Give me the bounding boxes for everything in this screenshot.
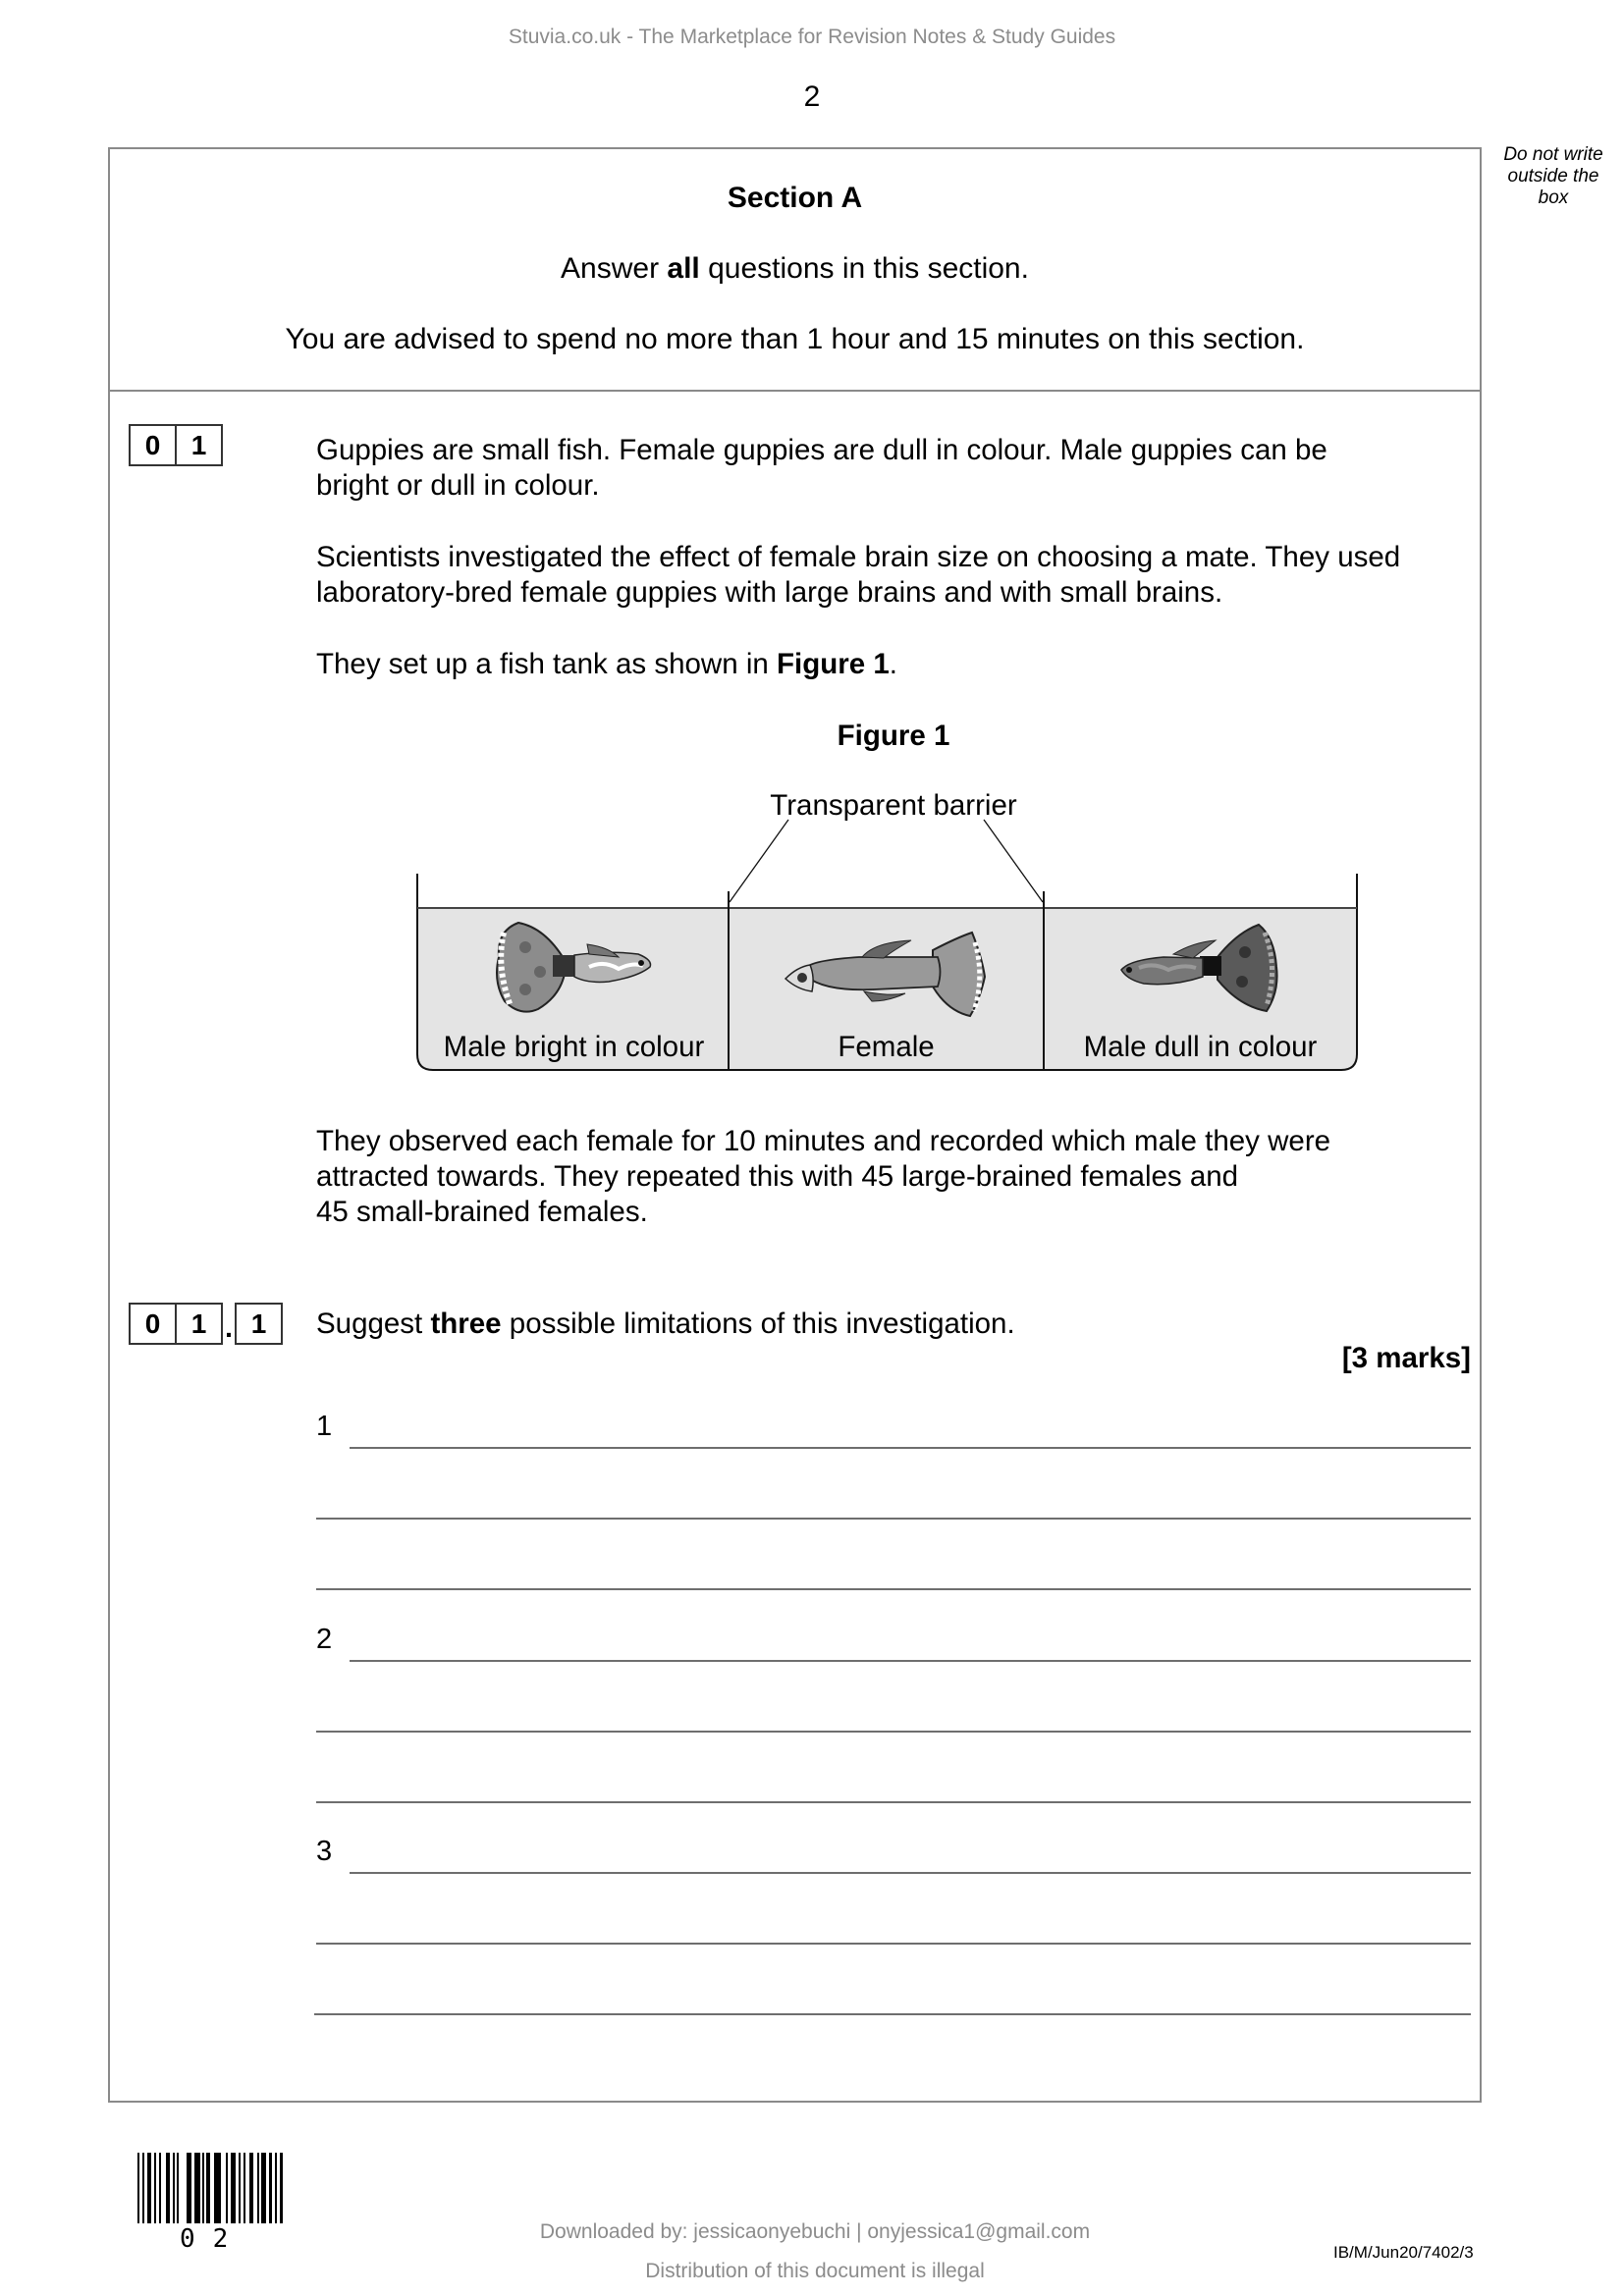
text-pre: They set up a fish tank as shown in [316,648,777,680]
barrier-label: Transparent barrier [770,789,1017,822]
question-digit: 0 [129,424,177,466]
text-line: attracted towards. They repeated this with 45 large-brained females and [316,1160,1239,1193]
subquestion-dot: . [225,1312,233,1343]
answer-number-3: 3 [316,1836,333,1867]
paper-reference: IB/M/Jun20/7402/3 [1333,2243,1474,2262]
text-line: laboratory-bred female guppies with large brains and with small brains. [316,576,1223,609]
section-advice: You are advised to spend no more than 1 hour and 15 minutes on this section. [285,323,1305,355]
text-line: Scientists investigated the effect of female brain size on choosing a mate. They used [316,541,1401,573]
instruction-bold: all [667,252,700,285]
barcode-label: 02 [180,2224,246,2254]
prompt-pre: Suggest [316,1308,431,1340]
figure-title: Figure 1 [837,720,950,752]
stuvia-watermark: Stuvia.co.uk - The Marketplace for Revision Notes & Study Guides [508,26,1116,48]
figure-ref: Figure 1 [776,648,890,680]
answer-line[interactable] [316,1943,1471,1945]
marks-label: [3 marks] [1341,1342,1471,1374]
answer-line[interactable] [316,1518,1471,1520]
text-post: . [889,648,897,680]
answer-line[interactable] [350,1872,1471,1874]
answer-line[interactable] [314,2013,1471,2015]
margin-note [1485,144,1622,209]
answer-line[interactable] [350,1660,1471,1662]
section-instruction [108,252,1482,286]
answer-line[interactable] [316,1801,1471,1803]
procedure-paragraph [316,1124,1475,1230]
answer-line[interactable] [350,1447,1471,1449]
subquestion-digit: 0 [129,1303,177,1345]
question-digit: 1 [177,424,223,466]
subquestion-number-box [129,1303,283,1343]
answer-line[interactable] [316,1731,1471,1733]
compartment-label-female: Female [838,1031,935,1063]
text-line: 45 small-brained females. [316,1196,648,1228]
text-line: Guppies are small fish. Female guppies are dull in colour. Male guppies can be [316,434,1327,466]
margin-note-line-3: box [1538,187,1569,208]
downloaded-by-notice: Downloaded by: jessicaonyebuchi | onyjessica1@gmail.com [539,2220,1091,2243]
section-divider [108,390,1482,392]
subquestion-prompt [316,1307,1475,1342]
figure-reference-line [316,647,1475,682]
text-line: bright or dull in colour. [316,469,600,502]
question-number-box [129,424,223,464]
distribution-notice: Distribution of this document is illegal [645,2260,985,2282]
barcode-icon [137,2153,285,2223]
margin-note-line-1: Do not write [1503,144,1603,165]
answer-number-1: 1 [316,1411,333,1442]
margin-note-line-2: outside the [1507,166,1599,187]
compartment-label-male-bright: Male bright in colour [443,1031,705,1063]
question-method-paragraph [316,540,1475,611]
question-intro-paragraph [316,433,1475,504]
subquestion-digit: 1 [177,1303,223,1345]
prompt-post: possible limitations of this investigation. [501,1308,1015,1340]
instruction-post: questions in this section. [699,252,1029,285]
answer-line[interactable] [316,1588,1471,1590]
section-title: Section A [727,182,863,214]
instruction-pre: Answer [561,252,668,285]
text-line: They observed each female for 10 minutes and recorded which male they were [316,1125,1331,1157]
compartment-label-male-dull: Male dull in colour [1083,1031,1318,1063]
answer-number-2: 2 [316,1624,333,1655]
page-number: 2 [803,80,821,113]
prompt-bold: three [430,1308,502,1340]
subquestion-digit: 1 [235,1303,283,1345]
